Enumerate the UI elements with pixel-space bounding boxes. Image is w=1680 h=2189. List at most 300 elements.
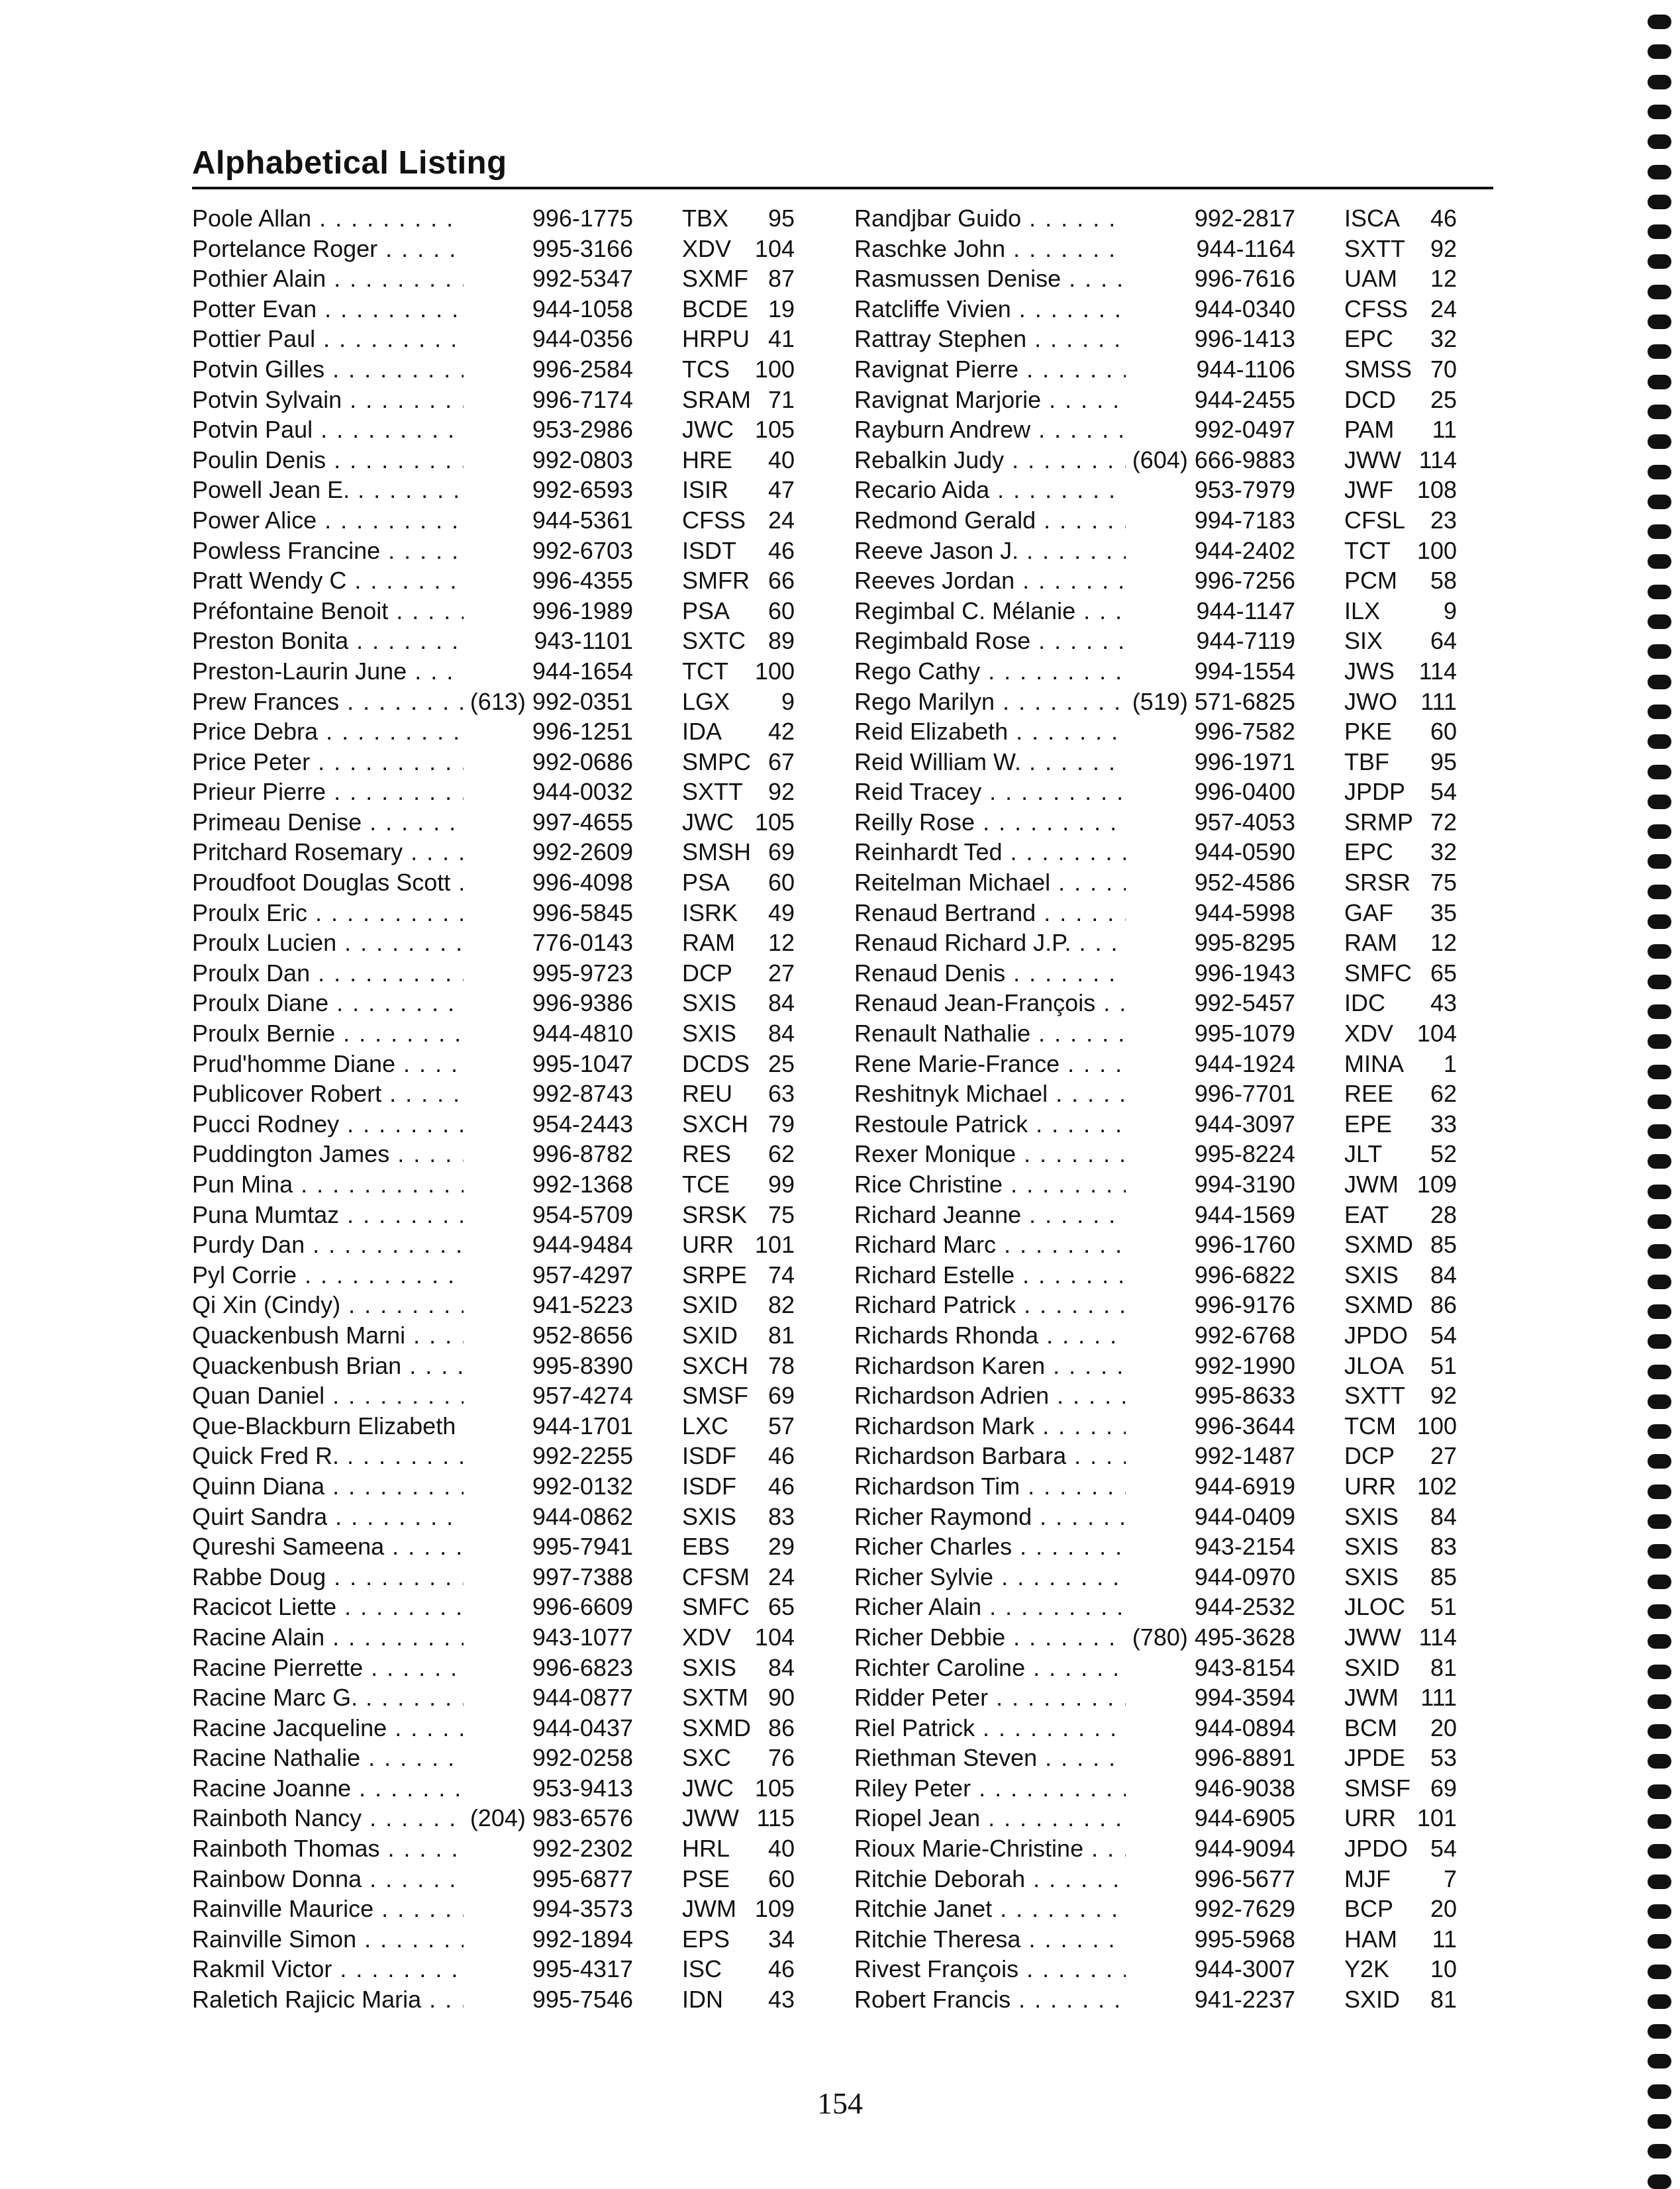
entry-code: CFSL: [1344, 506, 1406, 534]
entry-code: CFSS: [1344, 295, 1408, 322]
entry-phone: 944-1924: [1126, 1049, 1295, 1079]
entry-number: 69: [767, 838, 795, 866]
binding-hole: [1648, 1034, 1671, 1049]
entry-code: JWW: [682, 1804, 739, 1832]
entry-number: 60: [767, 1865, 795, 1892]
entry-code: ISC: [682, 1955, 722, 1983]
entry-name: Riley Peter . . .: [854, 1773, 1212, 1804]
entry-phone: 944-1654: [464, 656, 633, 687]
entry-name: Reshitnyk Michael . . .: [854, 1079, 1212, 1109]
entry-name: Reeve Jason J. . . .: [854, 536, 1212, 566]
entry-phone: 992-5457: [1126, 988, 1295, 1018]
entry-code: ISDT: [682, 536, 737, 564]
entry-number: 23: [1430, 506, 1457, 534]
entry-number: 58: [1430, 567, 1457, 595]
entry-phone: 953-7979: [1126, 475, 1295, 505]
entry-code: BCDE: [682, 295, 749, 322]
entry-phone: 944-2402: [1126, 536, 1295, 566]
entry-name: Ritchie Janet . . .: [854, 1894, 1212, 1924]
directory-entry: [192, 385, 815, 415]
entry-number: 43: [1430, 989, 1457, 1017]
left-column: [192, 203, 815, 2015]
entry-name: Puna Mumtaz . . .: [192, 1200, 550, 1230]
directory-entry: [854, 1139, 1477, 1169]
entry-code: SMPC: [682, 748, 752, 775]
entry-name: Ratcliffe Vivien . . .: [854, 294, 1212, 324]
entry-phone: 992-1894: [464, 1924, 633, 1955]
entry-number: 60: [1430, 718, 1457, 746]
entry-phone: 992-0497: [1126, 414, 1295, 445]
directory-entry: [192, 747, 815, 777]
entry-phone: 952-4586: [1126, 867, 1295, 898]
directory-entry: [854, 414, 1477, 445]
directory-entry: [854, 1773, 1477, 1804]
entry-number: 9: [781, 687, 795, 715]
entry-name: Reitelman Michael . . .: [854, 867, 1212, 898]
directory-entry: [192, 1471, 815, 1502]
binding-hole: [1648, 224, 1671, 239]
directory-entry: [192, 1773, 815, 1804]
entry-phone: 943-8154: [1126, 1653, 1295, 1683]
entry-phone: 996-4355: [464, 565, 633, 596]
entry-phone: 995-8295: [1126, 928, 1295, 958]
entry-code: LXC: [682, 1412, 729, 1439]
entry-name: Richard Marc . . .: [854, 1230, 1212, 1260]
entry-phone: 996-5677: [1126, 1864, 1295, 1894]
entry-number: 69: [1430, 1774, 1457, 1802]
entry-phone: 944-1164: [1126, 234, 1295, 264]
entry-number: 42: [767, 718, 795, 746]
entry-name: Reid Tracey . . .: [854, 777, 1212, 807]
entry-number: 49: [767, 899, 795, 926]
entry-number: 12: [1430, 929, 1457, 957]
entry-code: SRSR: [1344, 869, 1411, 897]
entry-phone: 997-4655: [464, 807, 633, 838]
entry-number: 86: [767, 1714, 795, 1741]
entry-code: TCE: [682, 1171, 730, 1198]
entry-phone: 992-6703: [464, 536, 633, 566]
binding-hole: [1648, 1365, 1671, 1379]
directory-entry: [192, 475, 815, 505]
entry-phone: 944-0894: [1126, 1713, 1295, 1743]
entry-number: 40: [767, 446, 795, 473]
entry-number: 51: [1430, 1593, 1457, 1621]
directory-entry: [854, 1653, 1477, 1683]
entry-phone: 994-7183: [1126, 505, 1295, 536]
entry-number: 24: [1430, 295, 1457, 322]
entry-code: JWO: [1344, 687, 1397, 715]
binding-hole: [1648, 1694, 1671, 1709]
entry-number: 41: [767, 325, 795, 353]
entry-phone: 944-9094: [1126, 1833, 1295, 1864]
entry-code: SRMP: [1344, 808, 1414, 836]
entry-phone: 992-6768: [1126, 1320, 1295, 1351]
directory-entry: [192, 1833, 815, 1864]
entry-code: SXID: [682, 1291, 738, 1319]
entry-number: 85: [1430, 1231, 1457, 1259]
entry-name: Primeau Denise . . .: [192, 807, 550, 838]
entry-number: 24: [767, 506, 795, 534]
entry-phone: 941-2237: [1126, 1984, 1295, 2015]
entry-phone: 992-1487: [1126, 1441, 1295, 1471]
entry-code: SXIS: [682, 1502, 737, 1530]
entry-name: Rebalkin Judy . . .: [854, 445, 1212, 475]
entry-code: EPC: [1344, 325, 1394, 353]
entry-number: 111: [1420, 1684, 1457, 1712]
entry-code: DCDS: [682, 1049, 750, 1077]
entry-name: Ritchie Deborah . . .: [854, 1864, 1212, 1894]
directory-entry: [192, 867, 815, 898]
directory-entry: [192, 988, 815, 1018]
entry-code: JPDO: [1344, 1321, 1408, 1349]
entry-phone: 995-8224: [1126, 1139, 1295, 1169]
entry-name: Rainville Simon . . .: [192, 1924, 550, 1955]
directory-entry: [854, 837, 1477, 867]
directory-entry: [192, 958, 815, 989]
directory-entry: [192, 596, 815, 626]
entry-phone: 941-5223: [464, 1290, 633, 1320]
entry-phone: 995-5968: [1126, 1924, 1295, 1955]
directory-entry: [854, 354, 1477, 385]
entry-name: Price Peter . . .: [192, 747, 550, 777]
entry-code: ISDF: [682, 1472, 737, 1500]
directory-entry: [854, 747, 1477, 777]
entry-code: SMFR: [682, 567, 750, 595]
entry-number: 81: [1430, 1986, 1457, 2014]
binding-hole: [1648, 524, 1671, 539]
entry-name: Rabbe Doug . . .: [192, 1562, 550, 1592]
entry-phone: 992-8743: [464, 1079, 633, 1109]
directory-entry: [854, 988, 1477, 1018]
entry-number: 115: [756, 1804, 795, 1832]
entry-code: ISDF: [682, 1442, 737, 1470]
directory-entry: [854, 505, 1477, 536]
directory-entry: [192, 1924, 815, 1955]
entry-number: 46: [767, 1472, 795, 1500]
entry-name: Quick Fred R. . . .: [192, 1441, 550, 1471]
entry-phone: 992-2255: [464, 1441, 633, 1471]
entry-name: Quan Daniel . . .: [192, 1381, 550, 1411]
entry-number: 83: [767, 1502, 795, 1530]
directory-entry: [192, 1200, 815, 1230]
entry-number: 12: [767, 929, 795, 957]
entry-phone: 996-1971: [1126, 747, 1295, 777]
entry-phone: (519) 571-6825: [1126, 687, 1295, 717]
entry-name: Racine Nathalie . . .: [192, 1743, 550, 1773]
entry-name: Richer Charles . . .: [854, 1532, 1212, 1562]
entry-code: DCP: [1344, 1442, 1395, 1470]
entry-phone: 944-1106: [1126, 354, 1295, 385]
binding-hole: [1648, 585, 1671, 599]
entry-number: 46: [767, 1955, 795, 1983]
entry-code: ISRK: [682, 899, 738, 926]
entry-name: Richardson Karen . . .: [854, 1351, 1212, 1381]
entry-number: 114: [1418, 657, 1457, 685]
entry-code: SXID: [1344, 1653, 1401, 1681]
entry-name: Richer Alain . . .: [854, 1592, 1212, 1622]
binding-hole: [1648, 1784, 1671, 1799]
entry-phone: 992-6593: [464, 475, 633, 505]
entry-code: RAM: [682, 929, 735, 957]
entry-number: 84: [767, 1020, 795, 1047]
entry-code: PCM: [1344, 567, 1397, 595]
entry-name: Quackenbush Brian . . .: [192, 1351, 550, 1381]
entry-name: Richardson Tim . . .: [854, 1471, 1212, 1502]
directory-entry: [854, 1502, 1477, 1532]
entry-name: Potvin Paul . . .: [192, 414, 550, 445]
entry-name: Ravignat Marjorie . . .: [854, 385, 1212, 415]
entry-name: Riethman Steven . . .: [854, 1743, 1212, 1773]
directory-entry: [854, 536, 1477, 566]
entry-code: SXIS: [682, 1020, 737, 1047]
entry-name: Rainbow Donna . . .: [192, 1864, 550, 1894]
entry-name: Rexer Monique . . .: [854, 1139, 1212, 1169]
directory-entry: [192, 1018, 815, 1049]
entry-code: ILX: [1344, 597, 1381, 624]
binding-hole: [1648, 2054, 1671, 2068]
entry-phone: 992-2817: [1126, 203, 1295, 234]
entry-code: IDN: [682, 1986, 723, 2014]
entry-number: 35: [1430, 899, 1457, 926]
entry-phone: 996-7582: [1126, 716, 1295, 747]
entry-number: 24: [767, 1563, 795, 1590]
entry-number: 54: [1430, 1835, 1457, 1863]
entry-phone: 992-1368: [464, 1169, 633, 1200]
entry-name: Que-Blackburn Elizabeth . . .: [192, 1411, 550, 1441]
binding-hole: [1648, 1514, 1671, 1529]
directory-entry: [192, 1260, 815, 1290]
entry-code: SXID: [1344, 1986, 1401, 2014]
entry-name: Ravignat Pierre . . .: [854, 354, 1212, 385]
entry-number: 111: [1420, 687, 1457, 715]
entry-code: SXID: [682, 1321, 738, 1349]
entry-number: 19: [767, 295, 795, 322]
entry-number: 63: [767, 1080, 795, 1108]
directory-entry: [854, 1682, 1477, 1713]
entry-name: Preston-Laurin June . . .: [192, 656, 550, 687]
entry-code: SXC: [682, 1744, 732, 1772]
directory-entry: [192, 505, 815, 536]
binding-hole: [1648, 1544, 1671, 1559]
entry-phone: 992-0132: [464, 1471, 633, 1502]
entry-name: Renaud Jean-François . . .: [854, 988, 1212, 1018]
entry-number: 62: [767, 1140, 795, 1168]
entry-number: 85: [1430, 1563, 1457, 1590]
entry-number: 11: [1432, 416, 1457, 444]
binding-hole: [1648, 1665, 1671, 1679]
binding-hole: [1648, 165, 1671, 179]
directory-entry: [854, 716, 1477, 747]
binding-hole: [1648, 1154, 1671, 1169]
entry-code: TCT: [682, 657, 728, 685]
entry-number: 1: [1443, 1049, 1457, 1077]
entry-code: SRAM: [682, 385, 752, 413]
entry-phone: 957-4274: [464, 1381, 633, 1411]
directory-entry: [854, 1230, 1477, 1260]
directory-entry: [192, 1682, 815, 1713]
entry-code: SXIS: [1344, 1502, 1399, 1530]
entry-phone: 995-7941: [464, 1532, 633, 1562]
directory-entry: [854, 1592, 1477, 1622]
entry-phone: (780) 495-3628: [1126, 1622, 1295, 1653]
entry-name: Rainboth Nancy . . .: [192, 1803, 550, 1833]
directory-entry: [854, 1079, 1477, 1109]
entry-code: SXIS: [1344, 1261, 1399, 1289]
binding-hole: [1648, 1814, 1671, 1829]
entry-number: 92: [1430, 234, 1457, 262]
right-column: [854, 203, 1477, 2015]
entry-phone: 994-1554: [1126, 656, 1295, 687]
binding-hole: [1648, 1575, 1671, 1589]
entry-number: 84: [767, 989, 795, 1017]
entry-code: MJF: [1344, 1865, 1391, 1892]
entry-name: Powless Francine . . .: [192, 536, 550, 566]
entry-name: Reeves Jordan . . .: [854, 565, 1212, 596]
binding-hole: [1648, 1754, 1671, 1769]
entry-phone: 992-0258: [464, 1743, 633, 1773]
directory-entry: [854, 1381, 1477, 1411]
directory-entry: [854, 687, 1477, 717]
directory-entry: [854, 1562, 1477, 1592]
directory-entry: [192, 1532, 815, 1562]
entry-name: Prew Frances . . .: [192, 687, 550, 717]
entry-code: DCP: [682, 959, 733, 987]
entry-code: SMSH: [682, 838, 752, 866]
entry-phone: 944-0877: [464, 1682, 633, 1713]
entry-number: 95: [767, 205, 795, 232]
directory-entry: [192, 1653, 815, 1683]
entry-code: HRPU: [682, 325, 750, 353]
entry-code: URR: [682, 1231, 734, 1259]
directory-entry: [854, 264, 1477, 294]
directory-entry: [854, 203, 1477, 234]
entry-phone: 953-9413: [464, 1773, 633, 1804]
entry-phone: 944-9484: [464, 1230, 633, 1260]
binding-hole: [1648, 795, 1671, 809]
entry-name: Rakmil Victor . . .: [192, 1954, 550, 1984]
entry-name: Purdy Dan . . .: [192, 1230, 550, 1260]
entry-name: Quackenbush Marni . . .: [192, 1320, 550, 1351]
binding-hole: [1648, 1394, 1671, 1409]
directory-entry: [854, 1290, 1477, 1320]
entry-name: Ridder Peter . . .: [854, 1682, 1212, 1713]
entry-code: XDV: [682, 1623, 732, 1651]
directory-entry: [192, 324, 815, 354]
entry-name: Rainville Maurice . . .: [192, 1894, 550, 1924]
entry-code: TBF: [1344, 748, 1389, 775]
entry-number: 100: [1416, 1412, 1457, 1439]
entry-number: 105: [754, 416, 795, 444]
entry-number: 71: [767, 385, 795, 413]
entry-code: SXTC: [682, 627, 746, 655]
entry-number: 81: [767, 1321, 795, 1349]
directory-entry: [192, 565, 815, 596]
entry-name: Racine Jacqueline . . .: [192, 1713, 550, 1743]
entry-name: Richer Raymond . . .: [854, 1502, 1212, 1532]
entry-code: SMSF: [682, 1382, 749, 1410]
entry-name: Renaud Richard J.P. . . .: [854, 928, 1212, 958]
entry-number: 27: [767, 959, 795, 987]
entry-code: JWW: [1344, 1623, 1401, 1651]
entry-number: 25: [767, 1049, 795, 1077]
binding-hole: [1648, 1934, 1671, 1949]
entry-number: 99: [767, 1171, 795, 1198]
entry-name: Renaud Bertrand . . .: [854, 898, 1212, 928]
binding-hole: [1648, 734, 1671, 749]
entry-name: Racine Marc G. . . .: [192, 1682, 550, 1713]
entry-name: Rego Cathy . . .: [854, 656, 1212, 687]
entry-phone: 994-3573: [464, 1894, 633, 1924]
entry-name: Puddington James . . .: [192, 1139, 550, 1169]
entry-code: SXTT: [682, 778, 744, 806]
entry-name: Rego Marilyn . . .: [854, 687, 1212, 717]
entry-number: 86: [1430, 1291, 1457, 1319]
directory-entry: [192, 536, 815, 566]
entry-name: Rene Marie-France . . .: [854, 1049, 1212, 1079]
entry-number: 46: [767, 1442, 795, 1470]
entry-name: Portelance Roger . . .: [192, 234, 550, 264]
directory-entry: [192, 1502, 815, 1532]
entry-name: Proulx Dan . . .: [192, 958, 550, 989]
binding-hole: [1648, 1275, 1671, 1289]
entry-phone: 995-4317: [464, 1954, 633, 1984]
binding-hole: [1648, 15, 1671, 29]
entry-number: 74: [767, 1261, 795, 1289]
entry-name: Richard Jeanne . . .: [854, 1200, 1212, 1230]
entry-code: EPE: [1344, 1110, 1393, 1138]
entry-phone: 992-0803: [464, 445, 633, 475]
entry-code: URR: [1344, 1472, 1396, 1500]
entry-number: 83: [1430, 1533, 1457, 1561]
entry-number: 25: [1430, 385, 1457, 413]
entry-code: JPDE: [1344, 1744, 1406, 1772]
entry-name: Pyl Corrie . . .: [192, 1260, 550, 1290]
entry-phone: 995-7546: [464, 1984, 633, 2015]
entry-phone: 996-1413: [1126, 324, 1295, 354]
directory-entry: [854, 867, 1477, 898]
directory-entry: [192, 1049, 815, 1079]
entry-phone: (604) 666-9883: [1126, 445, 1295, 475]
directory-entry: [192, 716, 815, 747]
entry-number: 75: [767, 1200, 795, 1228]
directory-entry: [854, 626, 1477, 656]
directory-entry: [192, 777, 815, 807]
directory-entry: [192, 1109, 815, 1140]
entry-phone: (204) 983-6576: [464, 1803, 633, 1833]
entry-code: RAM: [1344, 929, 1397, 957]
entry-name: Pottier Paul . . .: [192, 324, 550, 354]
entry-phone: 992-2609: [464, 837, 633, 867]
binding-hole: [1648, 1634, 1671, 1649]
directory-entry: [192, 1984, 815, 2015]
entry-number: 70: [1430, 355, 1457, 383]
entry-code: SXTT: [1344, 234, 1406, 262]
entry-number: 105: [754, 1774, 795, 1802]
directory-entry: [192, 1894, 815, 1924]
directory-entry: [192, 1864, 815, 1894]
binding-hole: [1648, 1724, 1671, 1739]
entry-number: 54: [1430, 1321, 1457, 1349]
directory-entry: [192, 928, 815, 958]
binding-hole: [1648, 315, 1671, 329]
binding-hole: [1648, 1965, 1671, 1979]
entry-name: Racine Pierrette . . .: [192, 1653, 550, 1683]
entry-number: 46: [1430, 205, 1457, 232]
entry-phone: 943-1077: [464, 1622, 633, 1653]
entry-code: CFSS: [682, 506, 746, 534]
entry-name: Powell Jean E. . . .: [192, 475, 550, 505]
directory-entry: [192, 294, 815, 324]
